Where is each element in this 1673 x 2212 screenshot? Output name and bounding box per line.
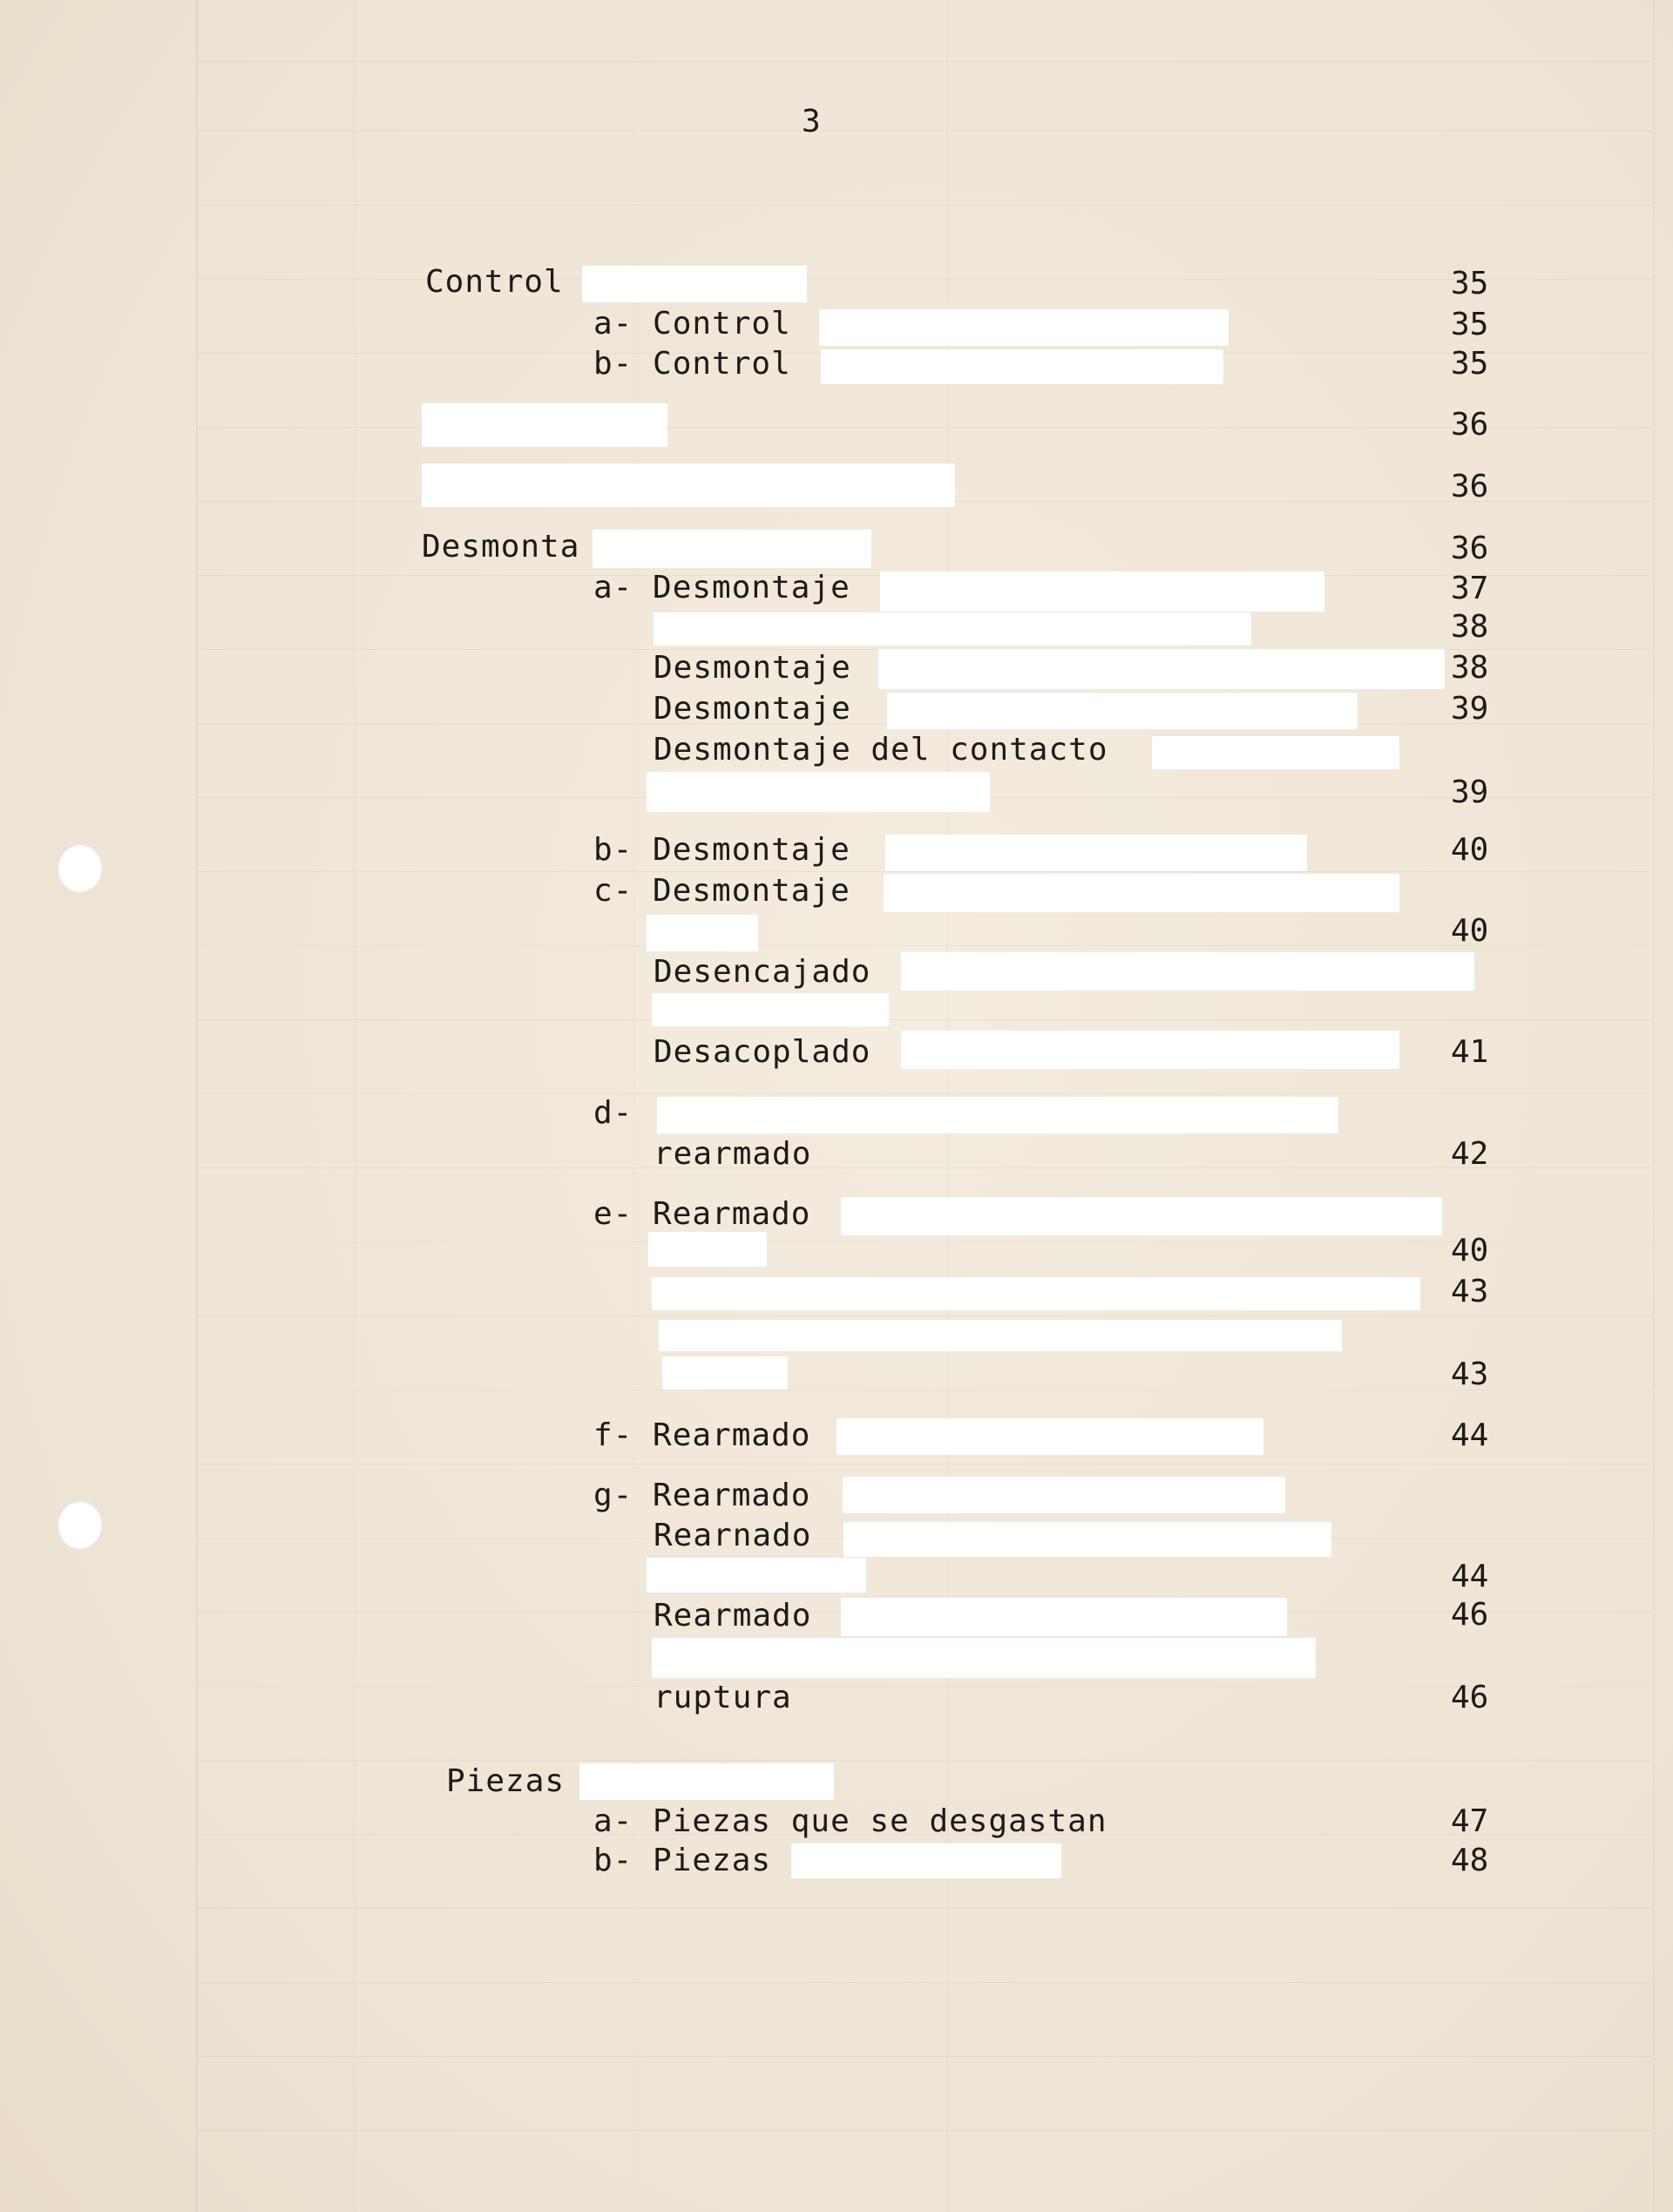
toc-entry-page: 39: [1451, 691, 1489, 727]
toc-entry-text: a- Control: [593, 306, 791, 342]
toc-entry-page: 37: [1451, 571, 1489, 606]
redaction: [841, 1197, 1442, 1235]
toc-entry-text: Rearnado: [654, 1518, 812, 1553]
redaction: [647, 1558, 866, 1593]
toc-entry-page: 47: [1451, 1803, 1489, 1839]
redaction: [593, 530, 871, 568]
redaction: [422, 403, 667, 447]
toc-entry-page: 40: [1451, 832, 1489, 868]
toc-entry-text: b- Control: [593, 346, 791, 382]
redaction: [880, 572, 1324, 612]
toc-entry-page: 36: [1451, 469, 1489, 504]
redaction: [652, 1638, 1316, 1678]
toc-entry-page: 48: [1451, 1843, 1489, 1878]
toc-entry-page: 35: [1451, 346, 1489, 382]
punch-hole-top: [57, 843, 102, 892]
toc-entry-page: 38: [1451, 609, 1489, 645]
redaction: [647, 772, 990, 812]
toc-entry-text: Desmonta: [422, 529, 580, 565]
punch-hole-bottom: [57, 1500, 102, 1549]
toc-entry-text: Desacoplado: [654, 1034, 871, 1070]
redaction: [821, 349, 1223, 384]
toc-entry-text: Desmontaje del contacto: [654, 732, 1108, 768]
toc-entry-page: 35: [1451, 307, 1489, 342]
toc-entry-text: d-: [593, 1095, 633, 1131]
redaction: [422, 463, 955, 507]
toc-entry-page: 44: [1451, 1559, 1489, 1594]
toc-entry-page: 46: [1451, 1597, 1489, 1633]
redaction: [885, 835, 1307, 871]
redaction: [657, 1097, 1338, 1133]
toc-entry-text: Desencajado: [654, 954, 871, 990]
redaction: [841, 1598, 1287, 1636]
toc-entry-text: Desmontaje: [654, 650, 851, 686]
redaction: [843, 1477, 1285, 1513]
toc-entry-page: 40: [1451, 1233, 1489, 1268]
redaction: [878, 649, 1445, 689]
toc-entry-page: 46: [1451, 1680, 1489, 1715]
toc-entry-text: Piezas: [446, 1763, 566, 1799]
redaction: [582, 266, 807, 302]
redaction: [901, 952, 1474, 991]
toc-entry-text: Rearmado: [654, 1598, 812, 1634]
redaction: [884, 874, 1399, 912]
redaction: [1152, 736, 1399, 769]
toc-entry-page: 39: [1451, 775, 1489, 810]
toc-entry-text: Desmontaje: [654, 691, 851, 727]
redaction: [662, 1356, 788, 1390]
toc-entry-text: rearmado: [654, 1136, 812, 1172]
redaction: [791, 1843, 1061, 1878]
page-number: 3: [802, 104, 821, 139]
toc-entry-page: 44: [1451, 1417, 1489, 1453]
toc-entry-text: b- Piezas: [593, 1843, 772, 1878]
redaction: [819, 309, 1229, 346]
toc-entry-text: g- Rearmado: [593, 1478, 811, 1513]
toc-entry-text: c- Desmontaje: [593, 873, 850, 909]
toc-entry-page: 43: [1451, 1356, 1489, 1392]
toc-entry-page: 36: [1451, 407, 1489, 443]
toc-entry-text: ruptura: [654, 1680, 792, 1715]
toc-entry-text: f- Rearmado: [593, 1417, 811, 1453]
redaction: [659, 1320, 1342, 1351]
toc-entry-text: Control: [425, 264, 564, 300]
redaction: [887, 693, 1358, 729]
redaction: [579, 1763, 834, 1800]
redaction: [648, 1232, 767, 1267]
redaction: [654, 612, 1251, 646]
toc-entry-text: a- Piezas que se desgastan: [593, 1803, 1107, 1839]
toc-entry-page: 36: [1451, 531, 1489, 566]
toc-entry-page: 41: [1451, 1034, 1489, 1070]
redaction: [901, 1031, 1399, 1069]
redaction: [652, 1277, 1420, 1310]
toc-entry-page: 35: [1451, 266, 1489, 301]
toc-entry-page: 38: [1451, 650, 1489, 686]
redaction: [836, 1418, 1263, 1455]
toc-entry-page: 43: [1451, 1274, 1489, 1309]
toc-entry-page: 40: [1451, 913, 1489, 949]
toc-entry-text: b- Desmontaje: [593, 832, 850, 868]
redaction: [843, 1522, 1331, 1557]
redaction: [652, 993, 889, 1026]
toc-entry-text: e- Rearmado: [593, 1196, 811, 1232]
toc-entry-text: a- Desmontaje: [593, 570, 850, 605]
redaction: [647, 915, 758, 951]
toc-entry-page: 42: [1451, 1136, 1489, 1172]
